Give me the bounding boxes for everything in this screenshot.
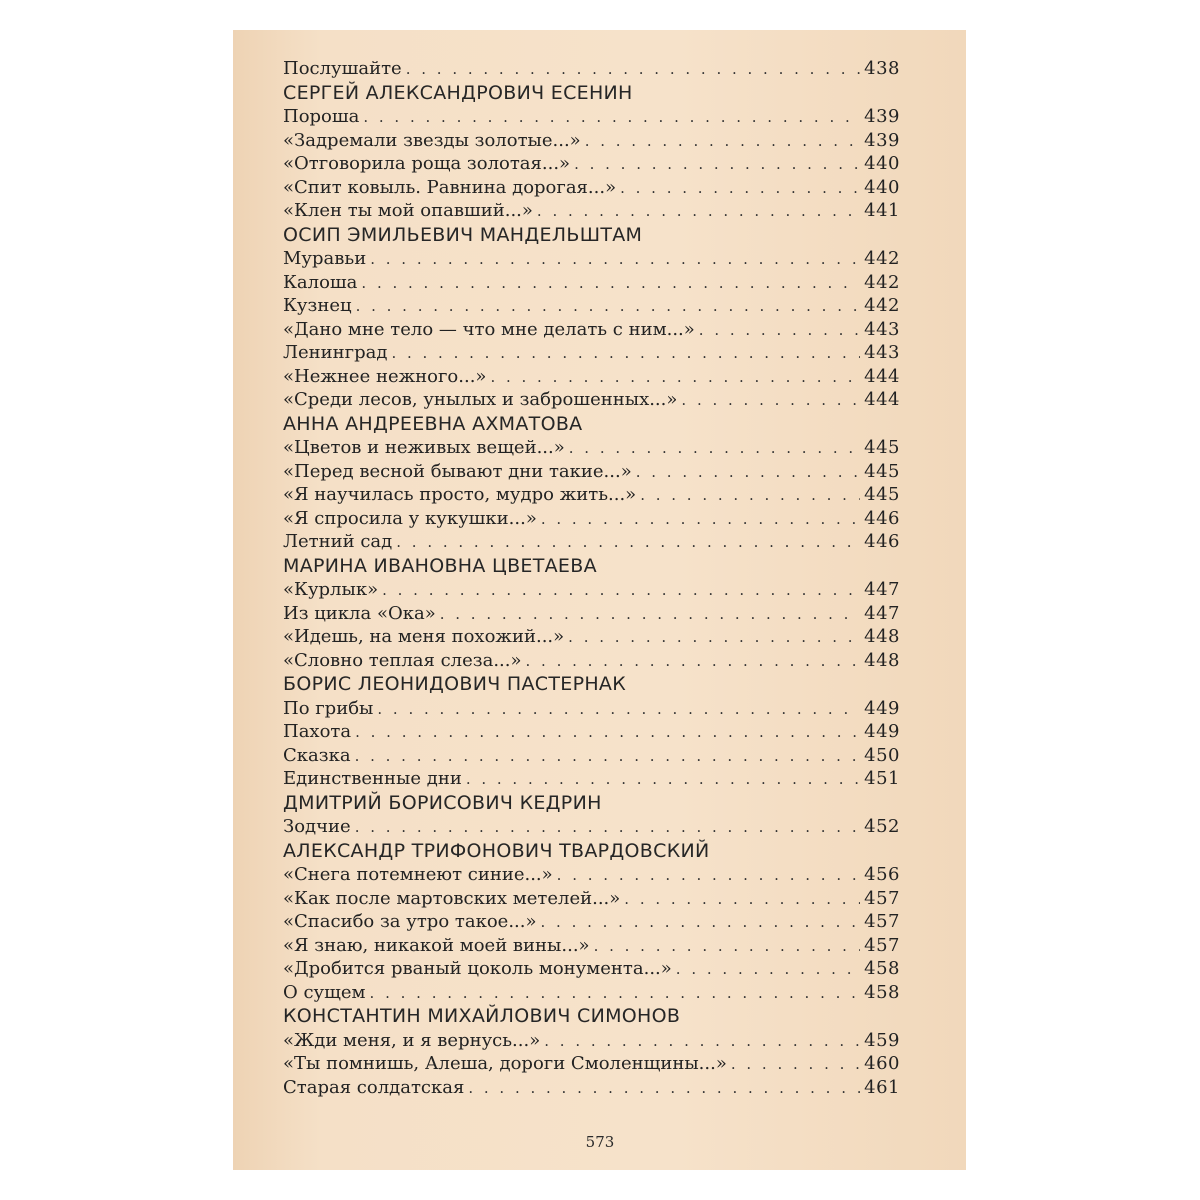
dot-leader <box>370 248 860 272</box>
entry-title: Единственные дни <box>283 768 462 789</box>
entry-title: «Как после мартовских метелей...» <box>283 887 621 909</box>
dot-leader <box>526 650 861 674</box>
entry-title: Из цикла «Ока» <box>283 602 436 624</box>
toc-entry <box>283 697 900 721</box>
entry-page-number: 457 <box>864 911 900 932</box>
toc-entry <box>283 152 900 176</box>
toc-entry <box>283 341 900 365</box>
entry-title: Летний сад <box>283 531 393 552</box>
toc-entry <box>283 578 900 602</box>
dot-leader <box>361 272 860 296</box>
entry-title: «Перед весной бывают дни такие...» <box>283 460 632 482</box>
entry-title: Калоша <box>283 271 358 293</box>
entry-page-number: 449 <box>864 721 900 742</box>
dot-leader <box>569 437 860 461</box>
author-heading: ДМИТРИЙ БОРИСОВИЧ КЕДРИН <box>283 791 602 814</box>
entry-page-number: 459 <box>864 1029 900 1051</box>
entry-page-number: 442 <box>864 271 900 293</box>
toc-entry <box>283 981 900 1005</box>
dot-leader <box>544 1030 860 1054</box>
entry-page-number: 450 <box>864 744 900 766</box>
toc-entry <box>283 176 900 200</box>
entry-title: «Идешь, на меня похожий...» <box>283 626 565 647</box>
toc-entry <box>283 388 900 412</box>
dot-leader <box>541 911 861 935</box>
entry-title: «Спит ковыль. Равнина дорогая...» <box>283 176 617 198</box>
entry-page-number: 451 <box>864 768 900 789</box>
dot-leader <box>557 864 860 888</box>
dot-leader <box>356 295 861 319</box>
toc-entry <box>283 957 900 981</box>
entry-title: По грибы <box>283 697 374 719</box>
author-heading: БОРИС ЛЕОНИДОВИЧ ПАСТЕРНАК <box>283 673 627 695</box>
entry-title: «Цветов и неживых вещей...» <box>283 437 565 458</box>
entry-title: «Я научилась просто, мудро жить...» <box>283 484 637 505</box>
toc-entry <box>283 507 900 531</box>
toc-entry <box>283 460 900 484</box>
entry-page-number: 445 <box>864 437 900 458</box>
entry-page-number: 440 <box>864 153 900 174</box>
toc-entry <box>283 247 900 271</box>
entry-title: «Курлык» <box>283 579 379 600</box>
entry-title: Муравьи <box>283 248 367 269</box>
entry-page-number: 444 <box>864 389 900 410</box>
entry-page-number: 447 <box>864 579 900 600</box>
entry-title: «Я спросила у кукушки...» <box>283 507 537 529</box>
entry-title: Зодчие <box>283 816 351 837</box>
dot-leader <box>681 389 860 413</box>
dot-leader <box>468 1077 860 1101</box>
entry-title: «Дано мне тело — что мне делать с ним...» <box>283 318 695 340</box>
toc-entry <box>283 625 900 649</box>
toc-entry <box>283 294 900 318</box>
entry-title: О сущем <box>283 981 366 1003</box>
dot-leader <box>355 816 860 840</box>
entry-title: Сказка <box>283 744 351 766</box>
toc-entry <box>283 649 900 673</box>
entry-page-number: 448 <box>864 626 900 647</box>
entry-page-number: 440 <box>864 176 900 198</box>
dot-leader <box>370 982 861 1006</box>
entry-page-number: 439 <box>864 106 900 127</box>
entry-page-number: 461 <box>864 1076 900 1098</box>
dot-leader <box>568 626 860 650</box>
toc-entry <box>283 744 900 768</box>
entry-title: Пороша <box>283 106 360 127</box>
dot-leader <box>585 130 860 154</box>
dot-leader <box>699 319 860 343</box>
dot-leader <box>731 1053 860 1077</box>
dot-leader <box>574 153 860 177</box>
entry-page-number: 443 <box>864 342 900 363</box>
entry-page-number: 457 <box>864 887 900 909</box>
entry-title: «Отговорила роща золотая...» <box>283 153 571 174</box>
page-number: 573 <box>585 1133 615 1151</box>
toc-entry <box>283 271 900 295</box>
toc-entry <box>283 365 900 389</box>
dot-leader <box>396 531 860 555</box>
entry-title: «Словно теплая слеза...» <box>283 649 522 671</box>
dot-leader <box>363 106 860 130</box>
entry-page-number: 448 <box>864 649 900 671</box>
dot-leader <box>636 461 860 485</box>
entry-page-number: 446 <box>864 507 900 529</box>
toc-entry <box>283 863 900 887</box>
entry-page-number: 443 <box>864 318 900 340</box>
dot-leader <box>624 888 860 912</box>
toc-entry <box>283 199 900 223</box>
toc-entry <box>283 602 900 626</box>
entry-title: Ленинград <box>283 342 388 363</box>
entry-title: «Дробится рваный цоколь монумента...» <box>283 958 672 979</box>
toc-entry <box>283 105 900 129</box>
entry-title: «Среди лесов, унылых и заброшенных...» <box>283 389 678 410</box>
dot-leader <box>640 484 860 508</box>
entry-page-number: 458 <box>864 958 900 979</box>
entry-page-number: 441 <box>864 200 900 221</box>
toc-entry <box>283 483 900 507</box>
table-of-contents <box>283 57 900 1099</box>
entry-title: «Нежнее нежного...» <box>283 365 487 387</box>
entry-page-number: 445 <box>864 484 900 505</box>
author-heading: МАРИНА ИВАНОВНА ЦВЕТАЕВА <box>283 554 597 577</box>
entry-title: «Я знаю, никакой моей вины...» <box>283 934 590 956</box>
toc-entry <box>283 720 900 744</box>
entry-title: «Жди меня, и я вернусь...» <box>283 1029 541 1051</box>
entry-page-number: 442 <box>864 295 900 316</box>
dot-leader <box>490 366 860 390</box>
toc-entry <box>283 530 900 554</box>
entry-title: «Клен ты мой опавший...» <box>283 200 533 221</box>
toc-entry <box>283 318 900 342</box>
toc-entry <box>283 129 900 153</box>
dot-leader <box>382 579 860 603</box>
entry-title: Послушайте <box>283 58 402 79</box>
entry-page-number: 460 <box>864 1053 900 1074</box>
dot-leader <box>440 603 860 627</box>
author-heading: СЕРГЕЙ АЛЕКСАНДРОВИЧ ЕСЕНИН <box>283 81 633 104</box>
entry-page-number: 458 <box>864 981 900 1003</box>
dot-leader <box>406 58 860 82</box>
dot-leader <box>355 721 860 745</box>
entry-page-number: 452 <box>864 816 900 837</box>
author-heading: АЛЕКСАНДР ТРИФОНОВИЧ ТВАРДОВСКИЙ <box>283 839 710 862</box>
entry-title: Кузнец <box>283 295 352 316</box>
entry-page-number: 439 <box>864 129 900 151</box>
author-heading: АННА АНДРЕЕВНА АХМАТОВА <box>283 412 583 435</box>
entry-page-number: 449 <box>864 697 900 719</box>
dot-leader <box>466 768 860 792</box>
toc-entry <box>283 57 900 81</box>
entry-title: «Задремали звезды золотые...» <box>283 129 581 151</box>
dot-leader <box>377 698 860 722</box>
author-heading: ОСИП ЭМИЛЬЕВИЧ МАНДЕЛЬШТАМ <box>283 223 643 246</box>
entry-page-number: 456 <box>864 864 900 885</box>
entry-page-number: 446 <box>864 531 900 552</box>
toc-entry <box>283 910 900 934</box>
entry-title: «Ты помнишь, Алеша, дороги Смоленщины...» <box>283 1053 727 1074</box>
dot-leader <box>541 508 860 532</box>
dot-leader <box>594 935 861 959</box>
toc-entry <box>283 1076 900 1100</box>
toc-entry <box>283 934 900 958</box>
entry-page-number: 442 <box>864 248 900 269</box>
author-heading: КОНСТАНТИН МИХАЙЛОВИЧ СИМОНОВ <box>283 1005 681 1027</box>
entry-title: «Снега потемнеют синие...» <box>283 864 553 885</box>
dot-leader <box>676 958 860 982</box>
entry-page-number: 457 <box>864 934 900 956</box>
entry-title: Пахота <box>283 721 352 742</box>
entry-page-number: 447 <box>864 602 900 624</box>
dot-leader <box>620 177 860 201</box>
entry-page-number: 444 <box>864 365 900 387</box>
entry-title: «Спасибо за утро такое...» <box>283 911 537 932</box>
toc-entry <box>283 1029 900 1053</box>
toc-entry <box>283 436 900 460</box>
entry-title: Старая солдатская <box>283 1076 465 1098</box>
toc-entry <box>283 767 900 791</box>
dot-leader <box>355 745 861 769</box>
toc-entry <box>283 1052 900 1076</box>
toc-entry <box>283 887 900 911</box>
dot-leader <box>537 200 860 224</box>
toc-entry <box>283 815 900 839</box>
entry-page-number: 438 <box>864 58 900 79</box>
entry-page-number: 445 <box>864 460 900 482</box>
dot-leader <box>391 342 860 366</box>
